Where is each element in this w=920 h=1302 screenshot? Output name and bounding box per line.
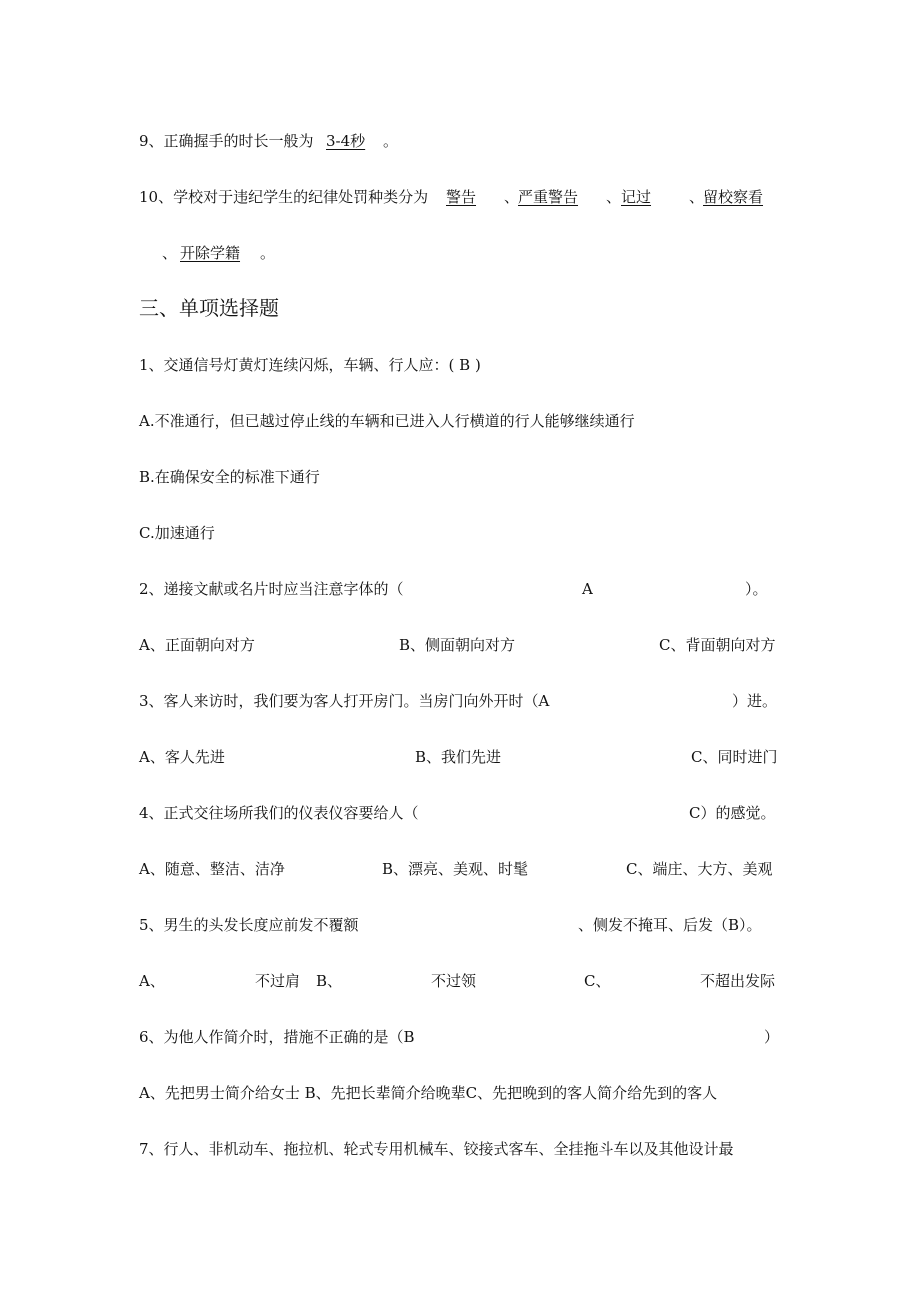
q9-end: 。	[383, 132, 399, 150]
q10-cont-sep: 、	[162, 244, 178, 262]
q2-answer: A	[582, 580, 593, 598]
q7-stem: 7、行人、非机动车、拖拉机、轮式专用机械车、铰接式客车、全挂拖斗车以及其他设计最	[139, 1140, 734, 1158]
q3-option-a: A、客人先进	[139, 748, 225, 766]
q1-option-a: A.不准通行，但已越过停止线的车辆和已进入人行横道的行人能够继续通行	[139, 412, 635, 430]
q1-option-b: B.在确保安全的标准下通行	[139, 468, 320, 486]
q4-option-b: B、漂亮、美观、时髦	[382, 860, 529, 878]
q10-sep-3: 、	[689, 188, 705, 206]
q3-end: ）进。	[732, 692, 778, 710]
q10-sep-1: 、	[504, 188, 520, 206]
q2-option-b: B、侧面朝向对方	[399, 636, 516, 654]
q4-end: C）的感觉。	[689, 804, 776, 822]
q5-end: 、侧发不掩耳、后发（B）。	[578, 916, 762, 934]
q4-stem: 4、正式交往场所我们的仪表仪容要给人（	[139, 804, 419, 822]
q5-option-c-text: 不超出发际	[700, 972, 776, 990]
q10-answer-2: 严重警告	[518, 188, 579, 206]
q9-answer: 3-4秒	[326, 132, 366, 150]
q5-option-a-text: 不过肩	[255, 972, 301, 990]
q10-text: 10、学校对于违纪学生的纪律处罚种类分为	[139, 188, 429, 206]
q10-answer-4: 留校察看	[703, 188, 764, 206]
q1-option-c: C.加速通行	[139, 524, 215, 542]
q4-option-a: A、随意、整洁、洁净	[139, 860, 285, 878]
q3-option-c: C、同时进门	[691, 748, 778, 766]
q9-text: 9、正确握手的时长一般为	[139, 132, 314, 150]
q5-option-b-text: 不过领	[431, 972, 477, 990]
q10-answer-3: 记过	[621, 188, 652, 206]
q6-end: ）	[764, 1028, 780, 1046]
q6-stem: 6、为他人作简介时，措施不正确的是（B	[139, 1028, 415, 1046]
q5-option-b-label: B、	[316, 972, 343, 990]
q3-option-b: B、我们先进	[415, 748, 502, 766]
q2-end: ）。	[745, 580, 768, 598]
q10-end: 。	[260, 244, 276, 262]
q5-option-c-label: C、	[584, 972, 611, 990]
q6-options: A、先把男士简介给女士 B、先把长辈简介给晚辈C、先把晚到的客人简介给先到的客人	[139, 1084, 718, 1102]
q5-option-a-label: A、	[139, 972, 165, 990]
q10-answer-5: 开除学籍	[180, 244, 241, 262]
q1-stem: 1、交通信号灯黄灯连续闪烁，车辆、行人应：( B )	[139, 356, 481, 374]
q10-sep-2: 、	[606, 188, 622, 206]
q2-option-a: A、正面朝向对方	[139, 636, 255, 654]
section-title: 三、单项选择题	[139, 296, 279, 320]
q5-stem: 5、男生的头发长度应前发不覆额	[139, 916, 359, 934]
q10-answer-1: 警告	[446, 188, 477, 206]
q2-stem: 2、递接文献或名片时应当注意字体的（	[139, 580, 404, 598]
q2-option-c: C、背面朝向对方	[659, 636, 776, 654]
q3-stem: 3、客人来访时，我们要为客人打开房门。当房门向外开时（A	[139, 692, 550, 710]
q4-option-c: C、端庄、大方、美观	[626, 860, 773, 878]
